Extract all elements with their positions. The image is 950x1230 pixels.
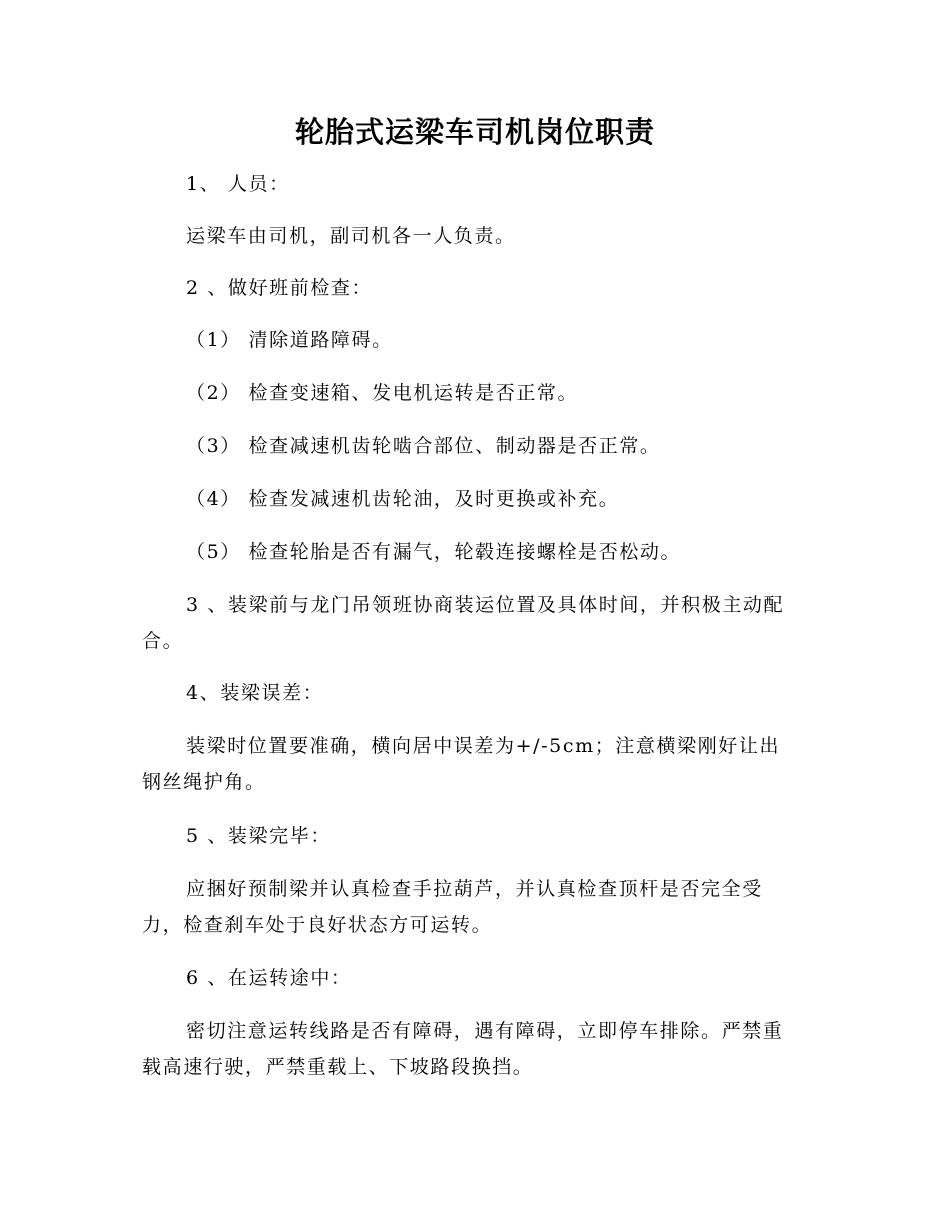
check-item-2: （2） 检查变速箱、发电机运转是否正常。 (186, 382, 579, 404)
check-item-4: （4） 检查发减速机齿轮油，及时更换或补充。 (186, 488, 620, 510)
check-item-5: （5） 检查轮胎是否有漏气，轮毂连接螺栓是否松动。 (186, 541, 682, 563)
check-item-1: （1） 清除道路障碍。 (186, 329, 393, 351)
section-4-heading: 4、装梁误差： (186, 682, 324, 704)
section-3-body: 3 、装梁前与龙门吊领班协商装运位置及具体时间，并积极主动配合。 (142, 594, 785, 652)
section-4-body: 装梁时位置要准确，横向居中误差为+/-5cm；注意横梁刚好让出钢丝绳护角。 (142, 735, 781, 793)
section-5-body: 应捆好预制梁并认真检查手拉葫芦，并认真检查顶杆是否完全受力，检查刹车处于良好状态方可运转。 (142, 878, 763, 936)
section-2-heading: 2 、做好班前检查： (186, 277, 373, 299)
check-item-3: （3） 检查减速机齿轮啮合部位、制动器是否正常。 (186, 435, 661, 457)
section-5-heading: 5 、装梁完毕： (186, 825, 331, 847)
document-title: 轮胎式运梁车司机岗位职责 (294, 115, 655, 149)
section-6-body: 密切注意运转线路是否有障碍，遇有障碍，立即停车排除。严禁重载高速行驶，严禁重载上、下坡路段换挡。 (142, 1020, 784, 1078)
section-6-heading: 6 、在运转途中： (186, 967, 352, 989)
section-1-body: 运梁车由司机，副司机各一人负责。 (186, 225, 516, 247)
section-1-heading: 1、 人员： (186, 173, 290, 195)
